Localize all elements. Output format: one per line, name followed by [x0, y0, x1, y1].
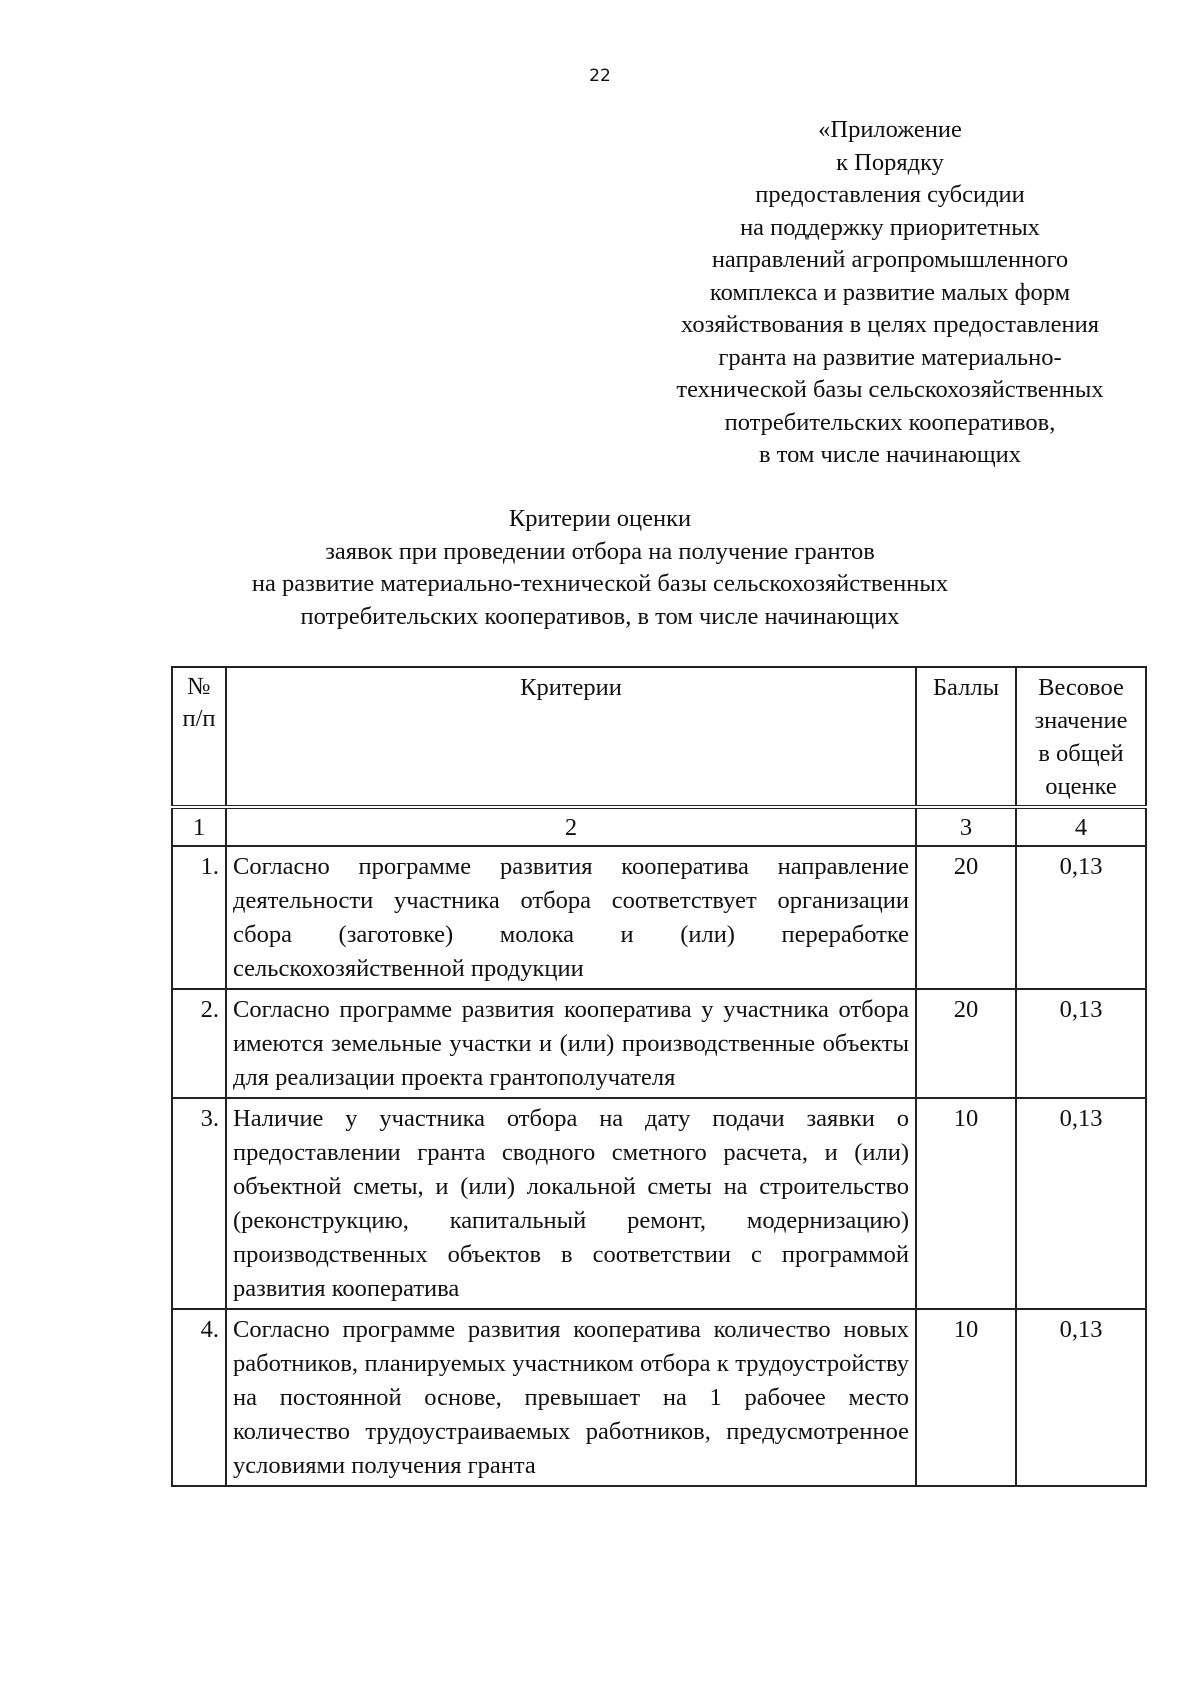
row-weight: 0,13 — [1016, 846, 1146, 989]
header-weight-line: в общей — [1038, 740, 1124, 767]
title-line: Критерии оценки — [508, 505, 692, 532]
table-row — [172, 1309, 1146, 1486]
row-criteria: Согласно программе развития кооператива направление деятельности участника отбора соответствует организации сбора (заготовке) молока и (или) переработке сельскохозяйственной продукции — [226, 846, 916, 989]
page-number: 22 — [589, 66, 611, 86]
row-score: 20 — [916, 989, 1016, 1098]
row-criteria: Наличие у участника отбора на дату подачи заявки о предоставлении гранта сводного сметного расчета, и (или) объектной сметы, и (или) локальной сметы на строительство (реконструкцию, капитальный ремонт, модернизацию) производственных объектов в соответствии с программой развития кооператива — [226, 1098, 916, 1309]
appendix-line: предоставления субсидии — [755, 181, 1025, 208]
appendix-line: технической базы сельскохозяйственных — [676, 376, 1104, 403]
header-number — [172, 667, 226, 807]
appendix-line: в том числе начинающих — [759, 441, 1021, 468]
row-score: 10 — [916, 1309, 1016, 1486]
row-weight: 0,13 — [1016, 989, 1146, 1098]
appendix-line: потребительских кооперативов, — [724, 408, 1056, 436]
table-header-row — [172, 667, 1146, 807]
index-cell: 2 — [226, 807, 916, 846]
appendix-line: направлений агропромышленного — [711, 246, 1069, 273]
title-line: на развитие материально-технической базы сельскохозяйственных — [251, 570, 949, 597]
appendix-line: к Порядку — [836, 148, 944, 176]
row-number: 4. — [172, 1309, 226, 1486]
header-weight-line: оценке — [1045, 773, 1117, 800]
title-line: заявок при проведении отбора на получение грантов — [325, 537, 875, 565]
index-cell: 1 — [172, 807, 226, 846]
row-score: 10 — [916, 1098, 1016, 1309]
appendix-line: хозяйствования в целях предоставления — [681, 311, 1099, 338]
title-line: потребительских кооперативов, в том числе начинающих — [300, 602, 900, 630]
row-weight: 0,13 — [1016, 1098, 1146, 1309]
row-weight: 0,13 — [1016, 1309, 1146, 1486]
appendix-line: гранта на развитие материально- — [718, 343, 1062, 371]
header-number-line: п/п — [182, 705, 216, 732]
header-weight-line: Весовое — [1038, 674, 1124, 701]
row-criteria: Согласно программе развития кооператива количество новых работников, планируемых участником отбора к трудоустройству на постоянной основе, превышает на 1 рабочее место количество трудоустраиваемых работников, предусмотренное условиями получения гранта — [226, 1309, 916, 1486]
row-number: 1. — [172, 846, 226, 989]
row-number: 3. — [172, 1098, 226, 1309]
row-number: 2. — [172, 989, 226, 1098]
row-score: 20 — [916, 846, 1016, 989]
table-index-row — [172, 807, 1146, 846]
appendix-header — [600, 114, 1180, 472]
table-row — [172, 989, 1146, 1098]
table-row — [172, 846, 1146, 989]
index-cell: 3 — [916, 807, 1016, 846]
table-row — [172, 1098, 1146, 1309]
header-number-line: № — [187, 673, 211, 700]
header-criteria: Критерии — [226, 667, 916, 807]
appendix-line: на поддержку приоритетных — [740, 213, 1040, 241]
appendix-line: комплекса и развитие малых форм — [709, 278, 1071, 306]
document-title — [0, 503, 1200, 633]
appendix-line: «Приложение — [818, 116, 962, 143]
header-weight — [1016, 667, 1146, 807]
index-cell: 4 — [1016, 807, 1146, 846]
header-score: Баллы — [916, 667, 1016, 807]
header-weight-line: значение — [1034, 707, 1128, 734]
row-criteria: Согласно программе развития кооператива у участника отбора имеются земельные участки и (или) производственные объекты для реализации проекта грантополучателя — [226, 989, 916, 1098]
criteria-table — [171, 666, 1147, 1487]
